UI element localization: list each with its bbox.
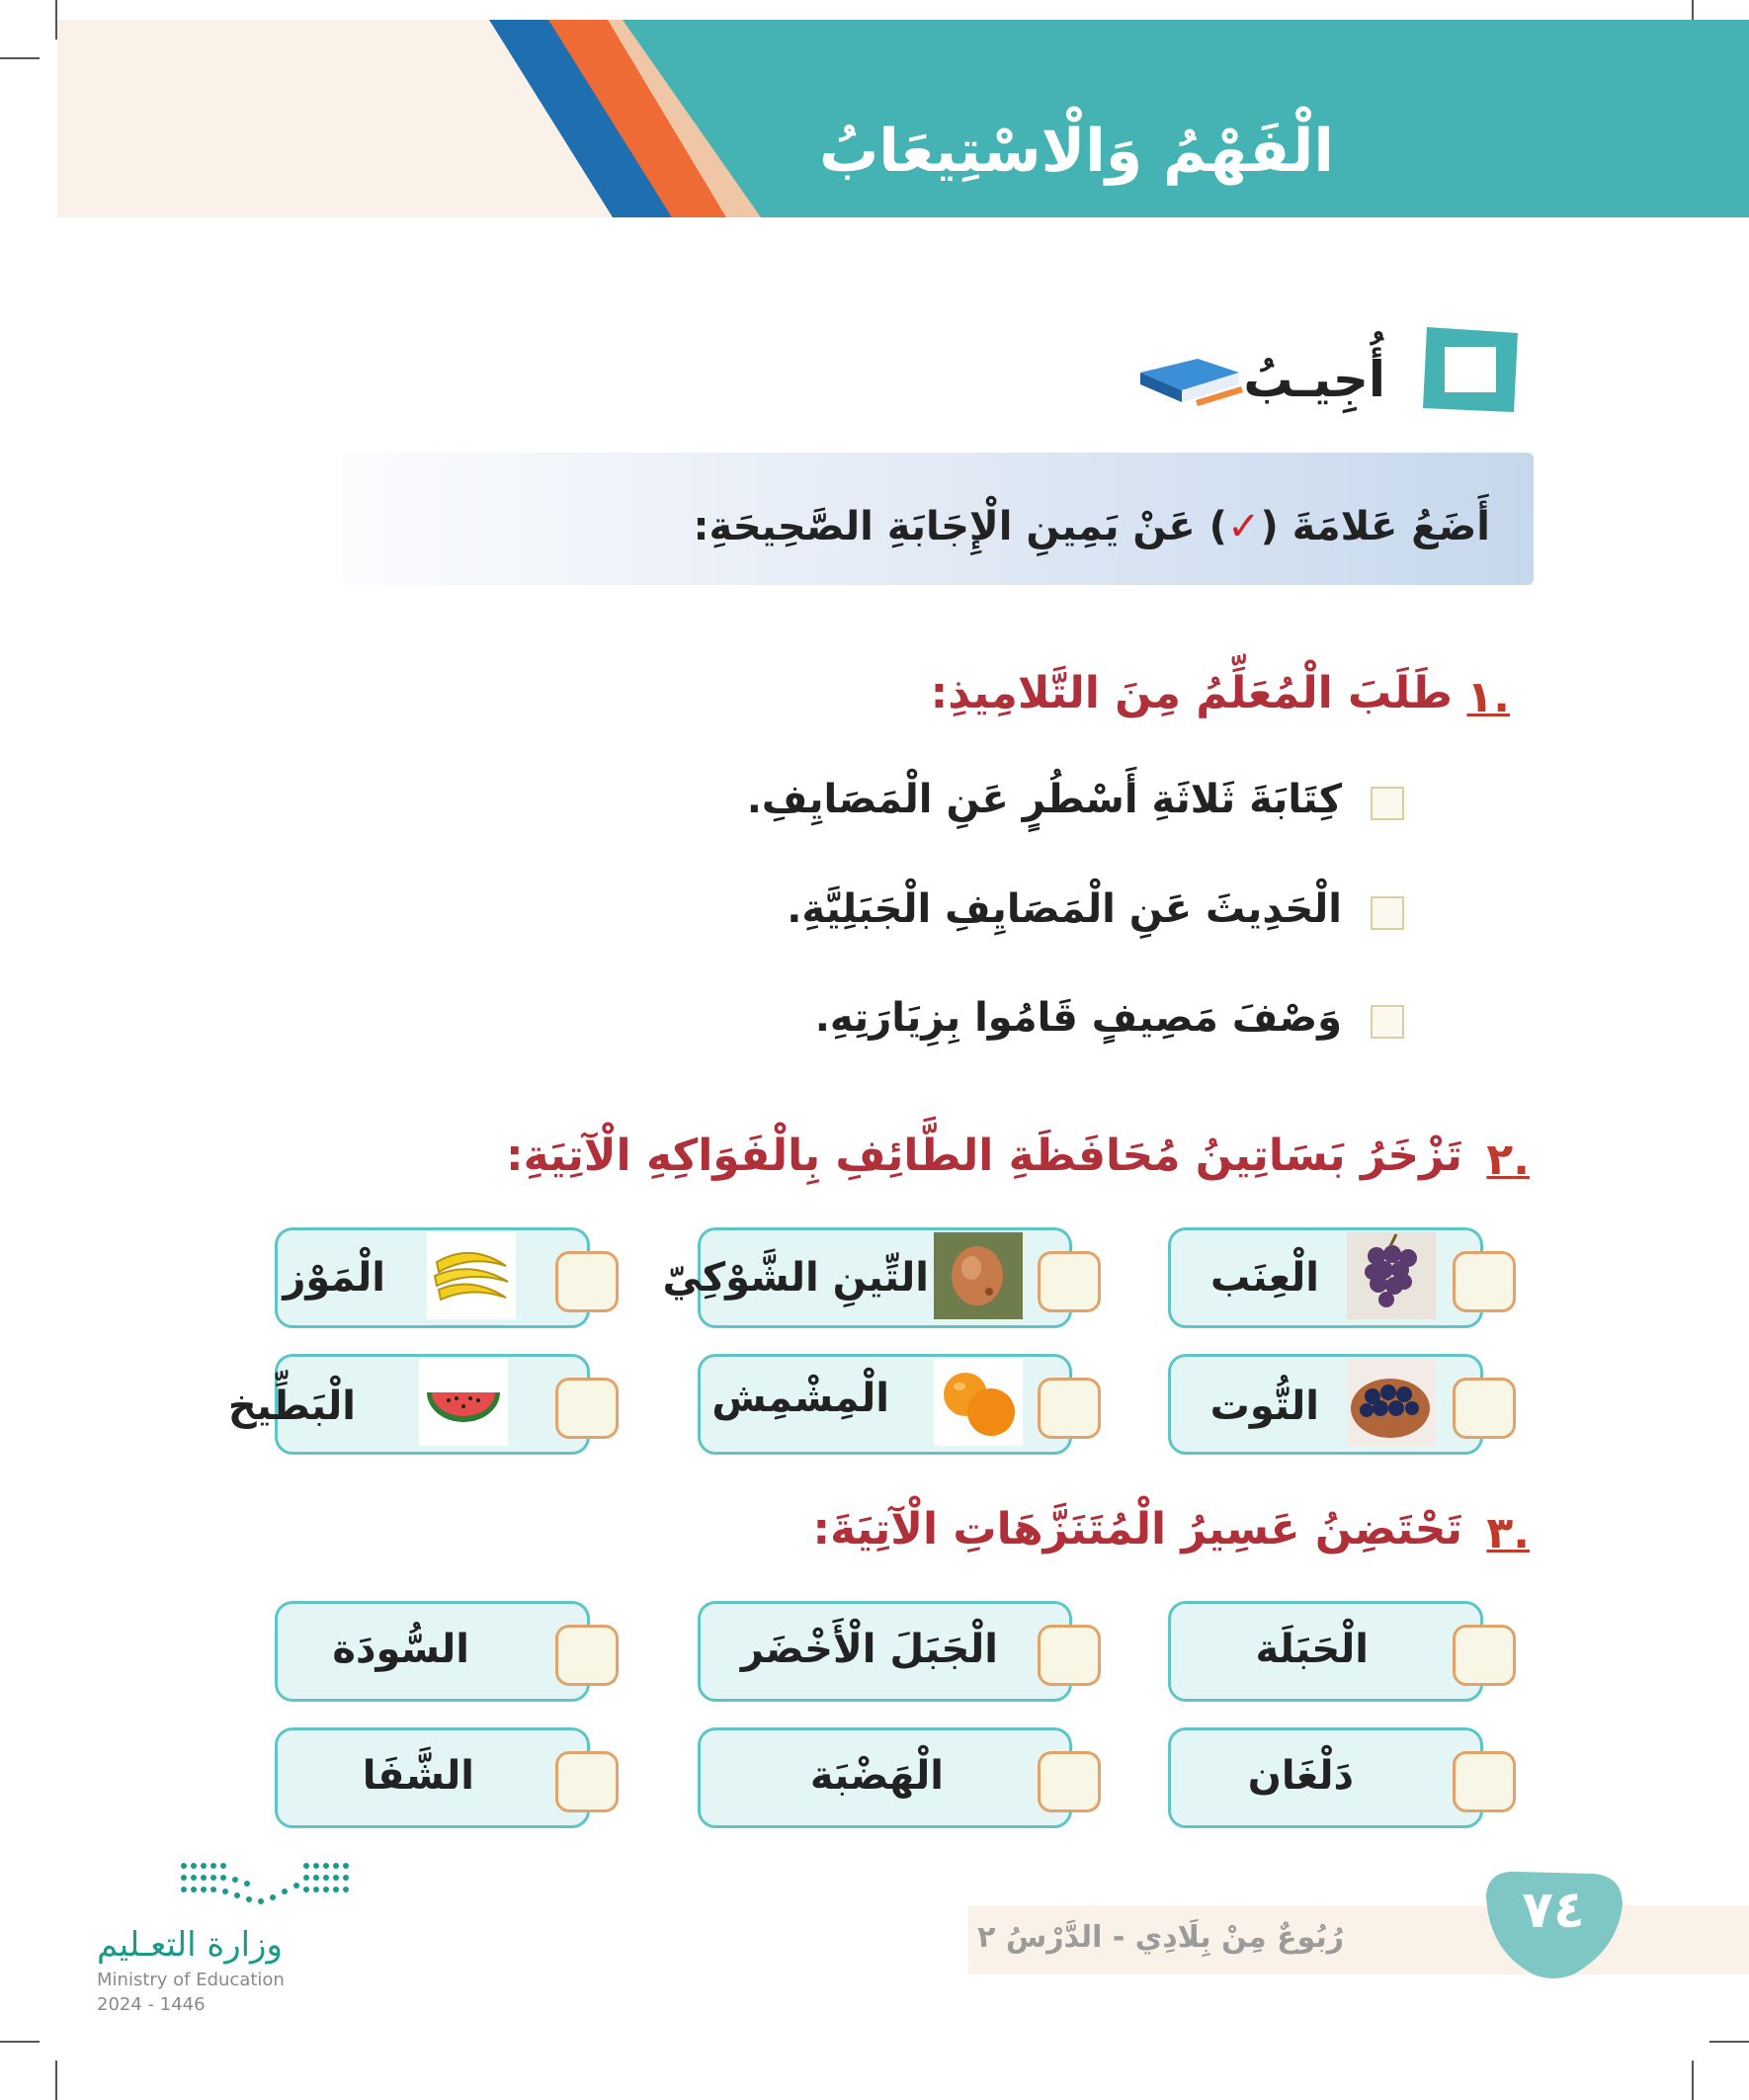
question-3-number: ٣. [1486,1508,1530,1558]
edition-year: 2024 - 1446 [97,1994,206,2015]
q3-option-1-label: الْحَبَلَة [1255,1627,1369,1672]
question-1-number: ١. [1466,672,1510,722]
q1-option-2-text: الْحَدِيثَ عَنِ الْمَصَايِفِ الْجَبَلِيَّةِ. [787,886,1342,932]
check-mark-icon: ✓ [1226,504,1261,549]
q2-option-1-checkbox[interactable] [1453,1251,1516,1312]
book-pencil-icon [1136,351,1245,410]
ministry-name-arabic: وزارة التعـليم [97,1925,283,1965]
q2-option-2-checkbox[interactable] [1038,1251,1101,1312]
q3-option-1-checkbox[interactable] [1453,1625,1516,1686]
q3-option-6-checkbox[interactable] [555,1751,619,1812]
q2-option-5-checkbox[interactable] [1038,1378,1101,1439]
q2-option-3-label: الْمَوْز [283,1255,385,1301]
instruction-part: ) عَنْ يَمِينِ الْإِجَابَةِ الصَّحِيحَةِ: [693,504,1227,549]
q2-option-2-label: التِّينِ الشَّوْكِيّ [662,1255,929,1301]
question-2-number: ٢. [1486,1134,1530,1185]
q2-option-3-checkbox[interactable] [555,1251,619,1312]
banana-icon [427,1232,516,1319]
ministry-name-english: Ministry of Education [97,1970,285,1990]
q3-option-6-label: الشَّفَا [362,1753,474,1799]
q3-option-5-label: الْهَضْبَة [809,1753,944,1799]
answer-heading: أُجِيـبُ [1243,351,1385,408]
q1-option-3-checkbox[interactable] [1371,1005,1404,1039]
q1-option-2-checkbox[interactable] [1371,896,1404,930]
apricot-icon [934,1359,1023,1446]
watermelon-icon [419,1359,508,1446]
q1-option-1-checkbox[interactable] [1371,787,1404,820]
q3-option-4-label: دَلْغَان [1247,1753,1354,1799]
q3-option-4-checkbox[interactable] [1453,1751,1516,1812]
question-1-text: طَلَبَ الْمُعَلِّمُ مِنَ التَّلامِيذِ: [930,668,1453,718]
page-number: ٧٤ [1522,1881,1585,1940]
question-3-text: تَحْتَضِنُ عَسِيرُ الْمُتَنَزَّهَاتِ الْآتِيَةَ: [812,1504,1462,1554]
instruction-text [693,504,1490,549]
answer-square-icon [1419,323,1522,415]
prickly-pear-icon [934,1232,1023,1319]
crop-mark [0,2041,40,2043]
q3-option-5-checkbox[interactable] [1038,1751,1101,1812]
grapes-icon [1347,1232,1436,1319]
instruction-part: أَضَعُ عَلامَةَ ( [1260,504,1490,549]
blueberry-icon [1347,1359,1436,1446]
footer-lesson-text: رُبُوعٌ مِنْ بِلَادِي - الدَّرْسُ ٢ [977,1920,1344,1955]
crop-mark [1709,2041,1749,2043]
crop-mark [1692,2060,1694,2100]
ministry-logo-dots [178,1858,351,1913]
q3-option-2-checkbox[interactable] [1038,1625,1101,1686]
q2-option-1-label: الْعِنَب [1210,1255,1319,1301]
q2-option-4-checkbox[interactable] [1453,1378,1516,1439]
question-2-text: تَزْخَرُ بَسَاتِينُ مُحَافَظَةِ الطَّائِفِ بِالْفَوَاكِهِ الْآتِيَةِ: [506,1131,1462,1181]
page-title: الْفَهْمُ وَالْاسْتِيعَابُ [818,117,1334,186]
q2-option-6-label: الْبَطِّيخ [227,1384,356,1429]
q3-option-3-label: السُّودَة [332,1627,469,1672]
q1-option-3-text: وَصْفَ مَصِيفٍ قَامُوا بِزِيَارَتِهِ. [814,995,1342,1041]
q1-option-1-text: كِتَابَةَ ثَلاثَةِ أَسْطُرٍ عَنِ الْمَصَايِفِ. [746,777,1342,822]
q2-option-4-label: التُّوت [1209,1384,1319,1429]
q3-option-2-label: الْجَبَلَ الْأَخْضَر [740,1627,998,1672]
q3-option-3-checkbox[interactable] [555,1625,619,1686]
q2-option-5-label: الْمِشْمِش [711,1376,889,1421]
q2-option-6-checkbox[interactable] [555,1378,619,1439]
crop-mark [55,2060,57,2100]
